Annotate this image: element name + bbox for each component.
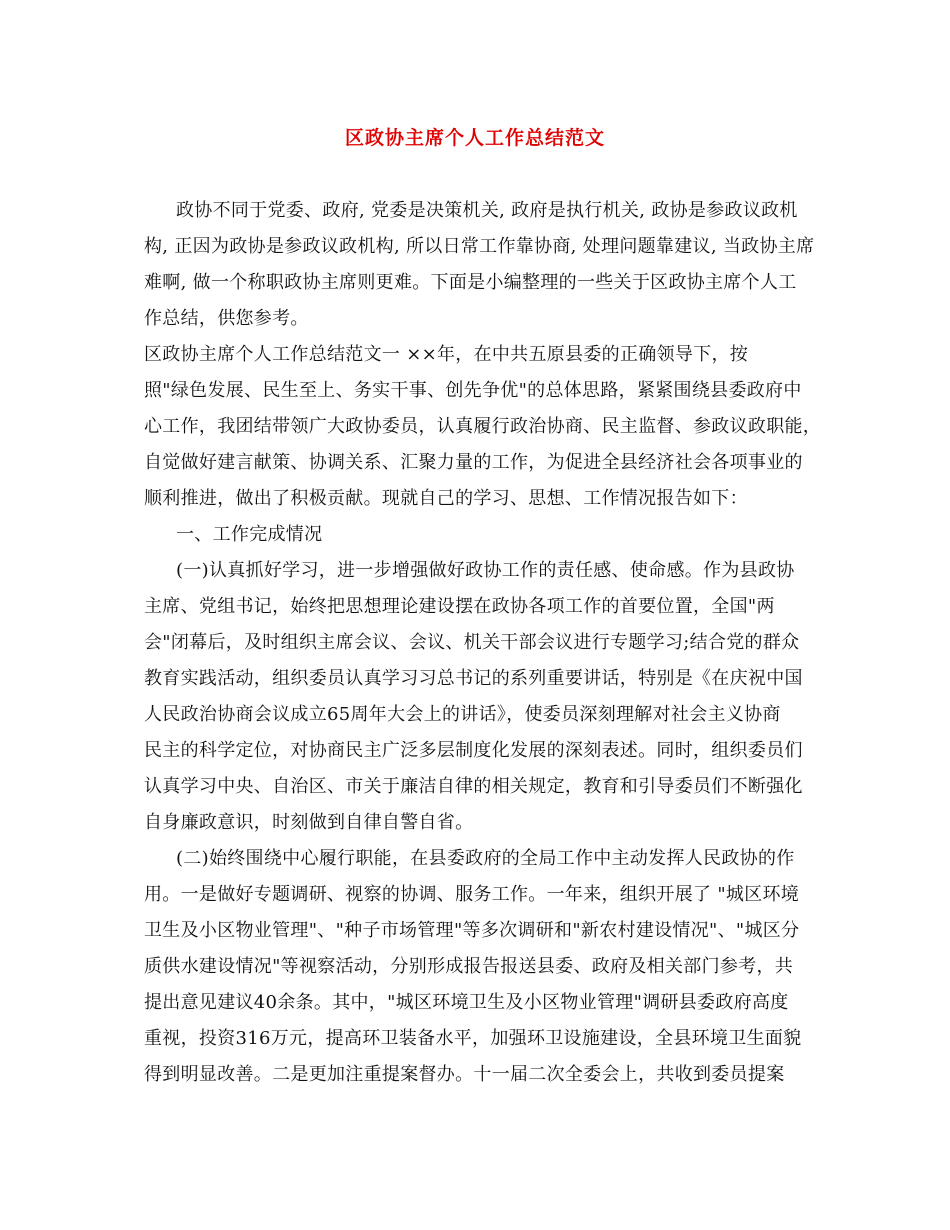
paragraph-line: 教育实践活动，组织委员认真学习习总书记的系列重要讲话，特别是《在庆祝中国	[144, 668, 803, 689]
paragraph-line: 作总结，供您参考。	[144, 308, 309, 329]
document-title: 区政协主席个人工作总结范文	[344, 127, 605, 149]
paragraph-line: 质供水建设情况"等视察活动，分别形成报告报送县委、政府及相关部门参考，共	[144, 956, 794, 977]
paragraph-line: 重视，投资316万元，提高环卫装备水平，加强环卫设施建设，全县环境卫生面貌	[144, 1028, 802, 1049]
paragraph-line: 自觉做好建言献策、协调关系、汇聚力量的工作，为促进全县经济社会各项事业的	[144, 452, 803, 473]
paragraph-line: 人民政治协商会议成立65周年大会上的讲话》，使委员深刻理解对社会主义协商	[144, 704, 781, 725]
paragraph-line: 顺利推进，做出了积极贡献。现就自己的学习、思想、工作情况报告如下：	[144, 488, 748, 509]
paragraph-line: 得到明显改善。二是更加注重提案督办。十一届二次全委会上，共收到委员提案	[144, 1064, 785, 1085]
paragraph-line: 构, 正因为政协是参政议政机构, 所以日常工作靠协商, 处理问题靠建议, 当政协主席	[144, 236, 815, 257]
paragraph-line: 用。一是做好专题调研、视察的协调、服务工作。一年来，组织开展了 "城区环境	[144, 884, 800, 905]
paragraph-line: 难啊, 做一个称职政协主席则更难。下面是小编整理的一些关于区政协主席个人工	[144, 272, 797, 293]
paragraph-line: 提出意见建议40余条。其中，"城区环境卫生及小区物业管理"调研县委政府高度	[144, 992, 789, 1013]
paragraph-line: 自身廉政意识，时刻做到自律自警自省。	[144, 812, 474, 833]
paragraph-line: 主席、党组书记，始终把思想理论建设摆在政协各项工作的首要位置，全国"两	[144, 596, 775, 617]
paragraph-line: 认真学习中央、自治区、市关于廉洁自律的相关规定，教育和引导委员们不断强化	[144, 776, 803, 797]
section-heading: 一、工作完成情况	[176, 524, 323, 545]
paragraph-line: 心工作，我团结带领广大政协委员，认真履行政治协商、民主监督、参政议政职能，	[144, 416, 822, 437]
paragraph-line: 民主的科学定位，对协商民主广泛多层制度化发展的深刻表述。同时，组织委员们	[144, 740, 803, 761]
paragraph-line: 政协不同于党委、政府, 党委是决策机关, 政府是执行机关, 政协是参政议政机	[176, 200, 798, 221]
paragraph-line: 区政协主席个人工作总结范文一 ××年，在中共五原县委的正确领导下，按	[144, 344, 749, 365]
paragraph-line: (二)始终围绕中心履行职能，在县委政府的全局工作中主动发挥人民政协的作	[176, 848, 795, 869]
paragraph-line: 照"绿色发展、民生至上、务实干事、创先争优"的总体思路，紧紧围绕县委政府中	[144, 380, 802, 401]
paragraph-line: (一)认真抓好学习，进一步增强做好政协工作的责任感、使命感。作为县政协	[176, 560, 795, 581]
paragraph-line: 卫生及小区物业管理"、"种子市场管理"等多次调研和"新农村建设情况"、"城区分	[144, 920, 800, 941]
paragraph-line: 会"闭幕后，及时组织主席会议、会议、机关干部会议进行专题学习;结合党的群众	[144, 632, 800, 653]
